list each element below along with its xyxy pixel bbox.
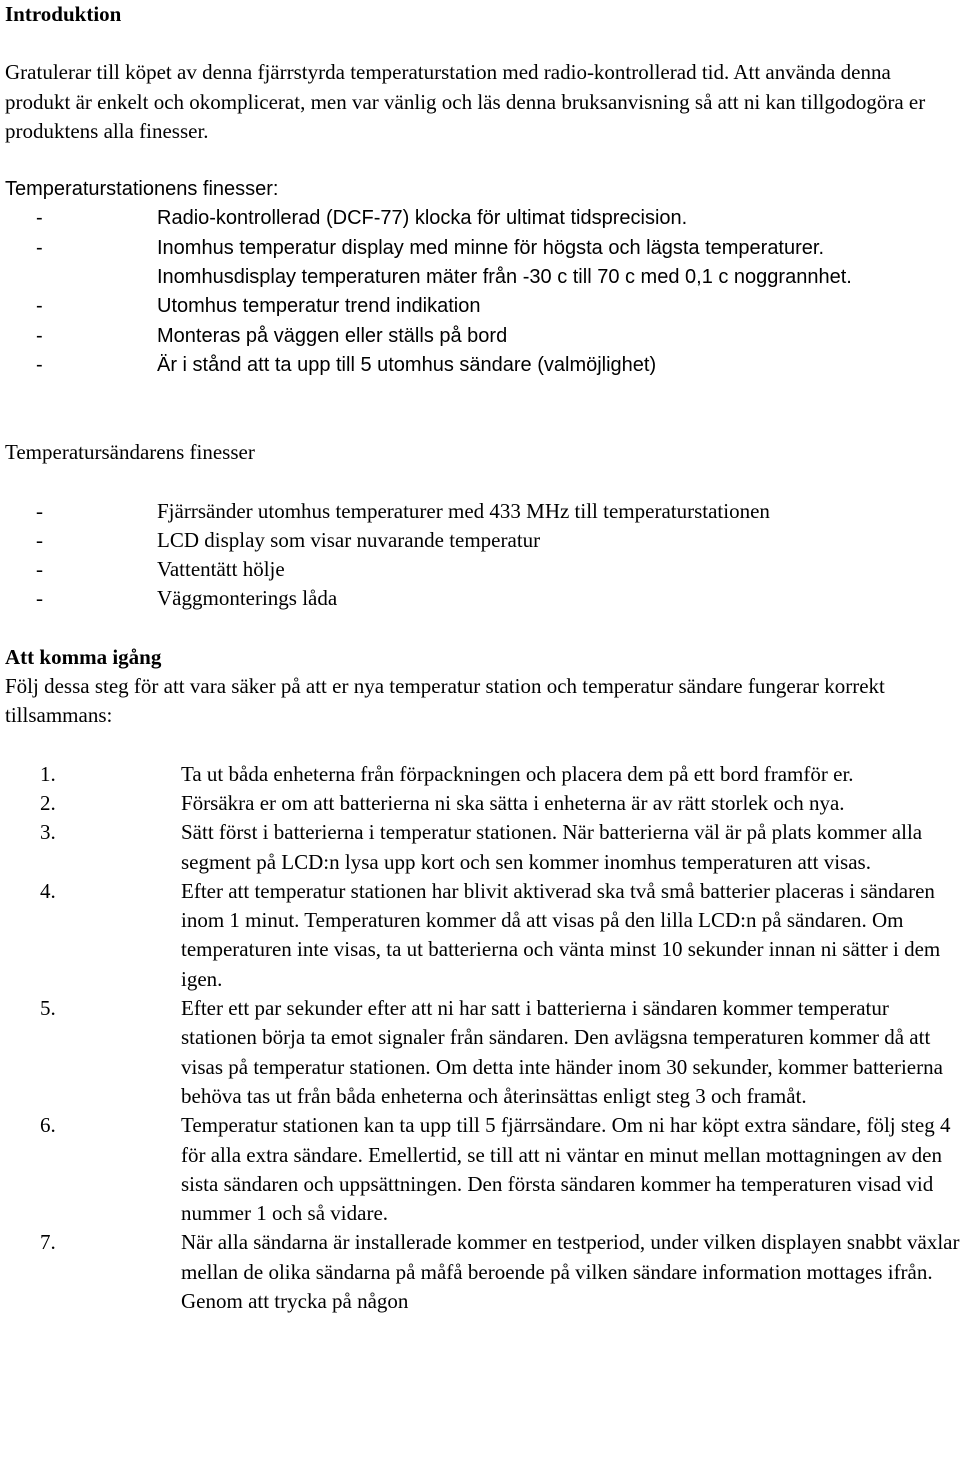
step-item <box>5 994 960 1111</box>
dash-bullet: - <box>36 527 43 552</box>
list-item-text: Fjärrsänder utomhus temperaturer med 433 MHz till temperaturstationen <box>157 498 770 523</box>
step-item <box>5 818 960 877</box>
list-item-text: LCD display som visar nuvarande temperatur <box>157 527 541 552</box>
step-number: 3. <box>40 820 56 845</box>
list-item <box>5 584 960 613</box>
station-features-list <box>5 204 960 380</box>
list-item-text: Radio-kontrollerad (DCF-77) klocka för ultimat tidsprecision. <box>157 207 688 230</box>
dash-bullet: - <box>36 295 43 318</box>
step-number: 5. <box>40 996 56 1021</box>
station-features-heading: Temperaturstationens finesser: <box>5 178 279 201</box>
step-text: Efter ett par sekunder efter att ni har satt i batterierna i sändaren kommer temperatur stationen börja ta emot signaler från sändaren. Den avlägsna temperaturen kommer då att visas på temperatur stationen. Om detta inte händer inom 30 sekunder, kommer batterierna behöva tas ut från båda enheterna och återinsättas enligt steg 3 och framåt. <box>181 996 943 1108</box>
step-number: 1. <box>40 761 56 786</box>
dash-bullet: - <box>36 324 43 347</box>
step-number: 7. <box>40 1230 56 1255</box>
getting-started-intro: Följ dessa steg för att vara säker på att er nya temperatur station och temperatur sändare fungerar korrekt tillsammans: <box>5 674 885 728</box>
step-item <box>5 1228 960 1316</box>
list-item-text: Inomhus temperatur display med minne för högsta och lägsta temperaturer. Inomhusdisplay temperaturen mäter från -30 c till 70 c med 0,1 c noggrannhet. <box>157 236 852 289</box>
list-item <box>5 292 960 321</box>
step-item <box>5 877 960 994</box>
list-item-text: Utomhus temperatur trend indikation <box>157 295 481 318</box>
dash-bullet: - <box>36 207 43 230</box>
step-item <box>5 789 960 818</box>
list-item-text: Monteras på väggen eller ställs på bord <box>157 324 508 347</box>
intro-heading: Introduktion <box>5 2 122 26</box>
dash-bullet: - <box>36 498 43 523</box>
sender-features-list <box>5 497 960 614</box>
step-text: Temperatur stationen kan ta upp till 5 fjärrsändare. Om ni har köpt extra sändare, följ steg 4 för alla extra sändare. Emellertid, se till att ni väntar en minut mellan mottagningen av den sista sändaren och uppsättningen. Den första sändaren kommer ha temperaturen visad vid nummer 1 och så vidare. <box>181 1113 951 1226</box>
step-text: Ta ut båda enheterna från förpackningen och placera dem på ett bord framför er. <box>181 761 854 786</box>
list-item-text: Är i stånd att ta upp till 5 utomhus sändare (valmöjlighet) <box>157 353 657 376</box>
dash-bullet: - <box>36 586 43 611</box>
getting-started-heading: Att komma igång <box>5 644 162 669</box>
list-item <box>5 526 960 555</box>
dash-bullet: - <box>36 557 43 582</box>
sender-features-heading: Temperatursändarens finesser <box>5 440 255 465</box>
step-item <box>5 1111 960 1228</box>
step-number: 2. <box>40 790 56 815</box>
step-text: Efter att temperatur stationen har blivit aktiverad ska två små batterier placeras i sändaren inom 1 minut. Temperaturen kommer då att visas på den lilla LCD:n på sändaren. Om temperaturen inte visas, ta ut batterierna och vänta minst 10 sekunder innan ni sätter i dem igen. <box>181 878 941 991</box>
list-item <box>5 497 960 526</box>
list-item <box>5 204 960 233</box>
list-item <box>5 351 960 380</box>
list-item-text: Väggmonterings låda <box>157 586 338 611</box>
step-text: Försäkra er om att batterierna ni ska sätta i enheterna är av rätt storlek och nya. <box>181 790 845 815</box>
steps-list <box>5 760 960 1317</box>
step-text: När alla sändarna är installerade kommer en testperiod, under vilken displayen snabbt växlar mellan de olika sändarna på måfå beroende på vilken sändare information mottages ifrån. Genom att trycka på någon <box>181 1230 960 1313</box>
list-item-text: Vattentätt hölje <box>157 557 285 582</box>
list-item <box>5 322 960 351</box>
step-item <box>5 760 960 789</box>
document-page <box>5 0 960 1316</box>
list-item <box>5 555 960 584</box>
step-number: 4. <box>40 878 56 903</box>
step-number: 6. <box>40 1113 56 1138</box>
list-item <box>5 234 960 293</box>
dash-bullet: - <box>36 236 43 259</box>
step-text: Sätt först i batterierna i temperatur stationen. När batterierna väl är på plats kommer alla segment på LCD:n lysa upp kort och sen kommer inomhus temperaturen att visas. <box>181 820 923 874</box>
dash-bullet: - <box>36 353 43 376</box>
intro-paragraph: Gratulerar till köpet av denna fjärrstyrda temperaturstation med radio-kontrollerad tid. Att använda denna produkt är enkelt och okomplicerat, men var vänlig och läs denna bruksanvisning så att ni kan tillgodogöra er produktens alla finesser. <box>5 60 926 143</box>
